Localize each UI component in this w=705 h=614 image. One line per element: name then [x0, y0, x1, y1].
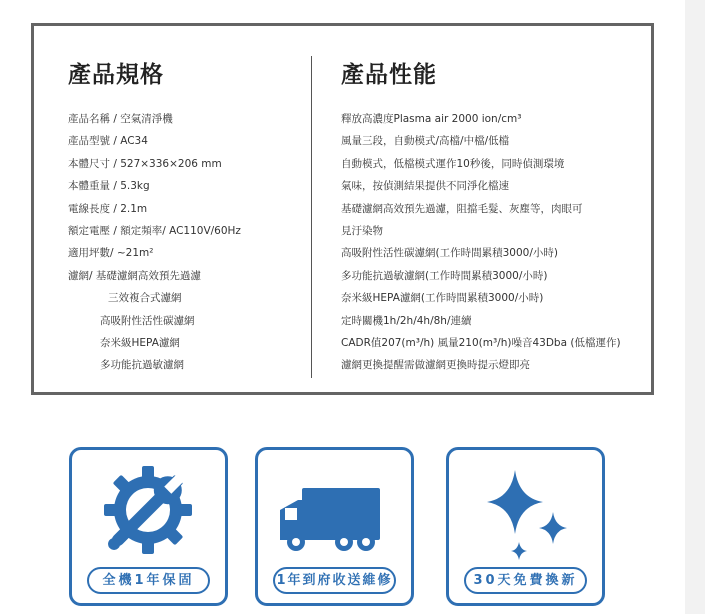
spec-subitem: 多功能抗過敏濾網	[100, 359, 184, 372]
performance-title: 產品性能	[341, 62, 437, 88]
column-divider	[311, 56, 312, 378]
performance-item: 高吸附性活性碳濾網(工作時間累積3000/小時)	[341, 247, 558, 260]
performance-item: 氣味，按偵測結果提供不同淨化檔速	[341, 180, 509, 193]
spec-item: 電線長度 / 2.1m	[68, 202, 148, 215]
replacement-badge	[446, 447, 605, 606]
spec-item: 濾網/ 基礎濾網高效預先過濾	[68, 269, 201, 282]
spec-item: 產品型號 / AC34	[68, 135, 148, 148]
spec-item: 本體尺寸 / 527×336×206 mm	[68, 157, 222, 170]
performance-item: 基礎濾網高效預先過濾，阻擋毛髮、灰塵等，肉眼可	[341, 202, 583, 215]
warranty-label: 全機1年保固	[87, 567, 210, 594]
spec-item: 本體重量 / 5.3kg	[68, 180, 150, 193]
spec-item: 產品名稱 / 空氣清淨機	[68, 113, 173, 125]
replacement-label: 30天免費換新	[464, 567, 587, 594]
performance-item: 自動模式，低檔模式運作10秒後，同時偵測環境	[341, 157, 565, 170]
specs-list	[68, 108, 241, 377]
spec-item: 適用坪數/ ~21m²	[68, 247, 154, 260]
spec-panel	[31, 23, 654, 395]
performance-item: 見汙染物	[341, 224, 383, 237]
warranty-badge	[69, 447, 228, 606]
delivery-service-badge	[255, 447, 414, 606]
spec-item: 額定電壓 / 額定頻率/ AC110V/60Hz	[68, 224, 241, 237]
performance-item: 奈米級HEPA濾網(工作時間累積3000/小時)	[341, 292, 544, 305]
performance-item: 釋放高濃度Plasma air 2000 ion/cm³	[341, 113, 522, 125]
spec-subitem: 三效複合式濾網	[108, 292, 182, 305]
performance-item: 風量三段，自動模式/高檔/中檔/低檔	[341, 135, 510, 148]
performance-list	[341, 108, 621, 377]
spec-subitem: 高吸附性活性碳濾網	[100, 314, 195, 327]
delivery-service-label: 1年到府收送維修	[273, 567, 396, 594]
performance-item: 多功能抗過敏濾網(工作時間累積3000/小時)	[341, 269, 548, 282]
spec-subitem: 奈米級HEPA濾網	[100, 336, 180, 349]
performance-item: 定時關機1h/2h/4h/8h/連續	[341, 314, 472, 327]
specs-title: 產品規格	[68, 62, 164, 88]
performance-item: 濾網更換提醒需做濾網更換時提示燈即亮	[341, 359, 530, 372]
right-edge-strip	[685, 0, 705, 614]
performance-item: CADR值207(m³/h) 風量210(m³/h)噪音43Dba (低檔運作)	[341, 336, 621, 349]
